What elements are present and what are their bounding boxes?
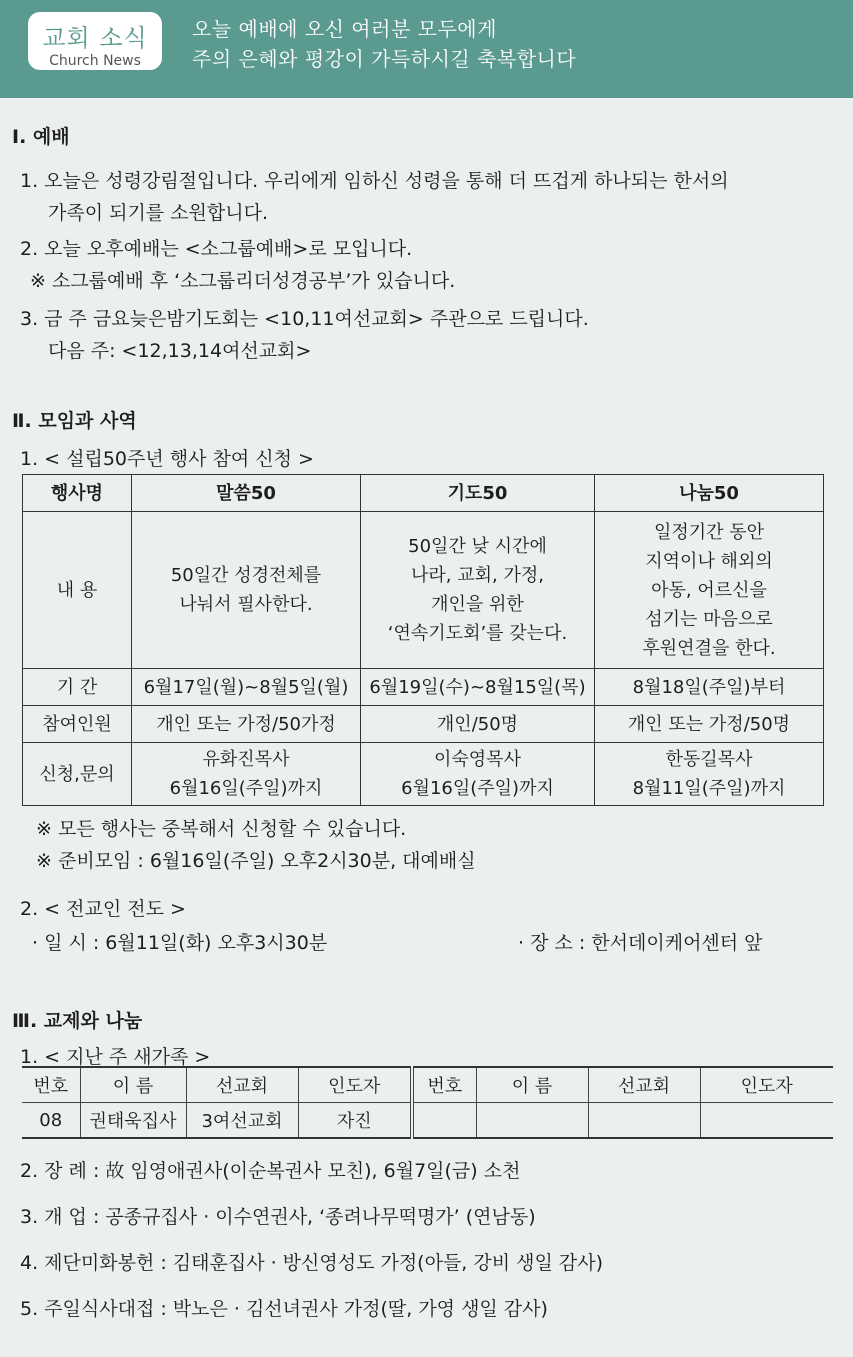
table-row [22, 1103, 833, 1139]
fellowship-item-4: 4. 제단미화봉헌 : 김태훈집사 · 방신영성도 가정(아들, 강비 생일 감사) [20, 1252, 603, 1274]
apply-contact: 유화진목사 [202, 749, 290, 770]
ministry-note-1: ※ 모든 행사는 중복해서 신청할 수 있습니다. [36, 818, 407, 840]
participants-word50: 개인 또는 가정/50가정 [132, 706, 361, 743]
col-number-2: 번호 [412, 1067, 476, 1103]
cell-guide: 자진 [298, 1103, 412, 1139]
fellowship-item-2: 2. 장 례 : 故 임영애권사(이순복권사 모친), 6월7일(금) 소천 [20, 1160, 521, 1182]
content-line: 50일간 낮 시간에 [408, 536, 547, 557]
content-line: 후원연결을 한다. [642, 637, 776, 659]
participants-prayer50: 개인/50명 [361, 706, 595, 743]
content-line: ‘연속기도회’를 갖는다. [387, 623, 568, 644]
church-news-badge [28, 12, 162, 70]
worship-item-3-line-2: 다음 주: <12,13,14여선교회> [48, 340, 312, 362]
apply-label: 신청,문의 [23, 743, 132, 806]
apply-deadline: 6월16일(주일)까지 [169, 778, 323, 799]
content-line: 나라, 교회, 가정, [411, 565, 544, 586]
content-line: 50일간 성경전체를 [170, 565, 322, 586]
worship-item-2-line-1: 2. 오늘 오후예배는 <소그룹예배>로 모입니다. [20, 238, 413, 260]
new-family-table [22, 1066, 833, 1139]
anniversary-events-table [22, 474, 824, 806]
participants-label: 참여인원 [23, 706, 132, 743]
content-word50 [132, 512, 361, 669]
evangelism-when: · 일 시 : 6월11일(화) 오후3시30분 [32, 932, 328, 954]
header-word50: 말씀50 [132, 475, 361, 512]
greeting-line-2: 주의 은혜와 평강이 가득하시길 축복합니다 [192, 47, 577, 71]
ministry-item-2: 2. < 전교인 전도 > [20, 898, 186, 920]
cell-guide-2 [700, 1103, 833, 1139]
apply-share50 [595, 743, 824, 806]
table-header-row [23, 475, 824, 512]
greeting-line-1: 오늘 예배에 오신 여러분 모두에게 [192, 17, 497, 41]
period-share50: 8월18일(주일)부터 [595, 669, 824, 706]
cell-number-2 [412, 1103, 476, 1139]
col-name: 이 름 [80, 1067, 186, 1103]
worship-item-2-note: ※ 소그룹예배 후 ‘소그룹리더성경공부’가 있습니다. [30, 270, 456, 292]
content-line: 나눠서 필사한다. [179, 594, 313, 615]
content-share50 [595, 512, 824, 669]
table-row-content [23, 512, 824, 669]
apply-contact: 한동길목사 [665, 749, 753, 770]
table-row-period [23, 669, 824, 706]
col-guide: 인도자 [298, 1067, 412, 1103]
header-event-name: 행사명 [23, 475, 132, 512]
content-line: 개인을 위한 [431, 594, 524, 615]
new-family-header-row [22, 1067, 833, 1103]
content-line: 섬기는 마음으로 [645, 608, 773, 630]
badge-english: Church News [49, 53, 141, 69]
apply-prayer50 [361, 743, 595, 806]
fellowship-item-1: 1. < 지난 주 새가족 > [20, 1046, 211, 1068]
cell-mission-2 [588, 1103, 700, 1139]
worship-item-1-line-2: 가족이 되기를 소원합니다. [48, 202, 269, 224]
apply-deadline: 6월16일(주일)까지 [401, 778, 554, 799]
header-prayer50: 기도50 [361, 475, 595, 512]
table-row-apply [23, 743, 824, 806]
cell-name-2 [476, 1103, 588, 1139]
evangelism-where: · 장 소 : 한서데이케어센터 앞 [518, 932, 763, 954]
ministry-note-2: ※ 준비모임 : 6월16일(주일) 오후2시30분, 대예배실 [36, 850, 476, 872]
section-fellowship-title: Ⅲ. 교제와 나눔 [12, 1010, 143, 1032]
content-line: 지역이나 해외의 [645, 550, 773, 572]
content-prayer50 [361, 512, 595, 669]
apply-contact: 이숙영목사 [434, 749, 521, 770]
table-row-participants [23, 706, 824, 743]
period-word50: 6월17일(월)~8월5일(월) [132, 669, 361, 706]
period-label: 기 간 [23, 669, 132, 706]
apply-word50 [132, 743, 361, 806]
worship-item-1-line-1: 1. 오늘은 성령강림절입니다. 우리에게 임하신 성령을 통해 더 뜨겁게 하나되는 한서의 [20, 170, 729, 192]
greeting [192, 14, 576, 74]
period-prayer50: 6월19일(수)~8월15일(목) [361, 669, 595, 706]
col-name-2: 이 름 [476, 1067, 588, 1103]
col-guide-2: 인도자 [700, 1067, 833, 1103]
ministry-item-1: 1. < 설립50주년 행사 참여 신청 > [20, 448, 314, 470]
cell-mission: 3여선교회 [186, 1103, 298, 1139]
participants-share50: 개인 또는 가정/50명 [595, 706, 824, 743]
cell-number: 08 [39, 1109, 63, 1131]
content-line: 일정기간 동안 [653, 521, 765, 543]
cell-name: 권태욱집사 [80, 1103, 186, 1139]
fellowship-item-5: 5. 주일식사대접 : 박노은 · 김선녀권사 가정(딸, 가영 생일 감사) [20, 1298, 548, 1320]
section-worship-title: Ⅰ. 예배 [12, 126, 70, 148]
content-line: 아동, 어르신을 [651, 579, 767, 601]
section-ministry-title: Ⅱ. 모임과 사역 [12, 410, 137, 432]
col-number: 번호 [33, 1076, 69, 1097]
col-mission-2: 선교회 [588, 1067, 700, 1103]
header-share50: 나눔50 [595, 475, 824, 512]
header-banner [0, 0, 853, 98]
worship-item-3-line-1: 3. 금 주 금요늦은밤기도회는 <10,11여선교회> 주관으로 드립니다. [20, 308, 589, 330]
content-label: 내 용 [23, 512, 132, 669]
badge-korean: 교회 소식 [42, 24, 148, 52]
col-mission: 선교회 [186, 1067, 298, 1103]
apply-deadline: 8월11일(주일)까지 [632, 778, 786, 799]
fellowship-item-3: 3. 개 업 : 공종규집사 · 이수연권사, ‘종려나무떡명가’ (연남동) [20, 1206, 536, 1228]
